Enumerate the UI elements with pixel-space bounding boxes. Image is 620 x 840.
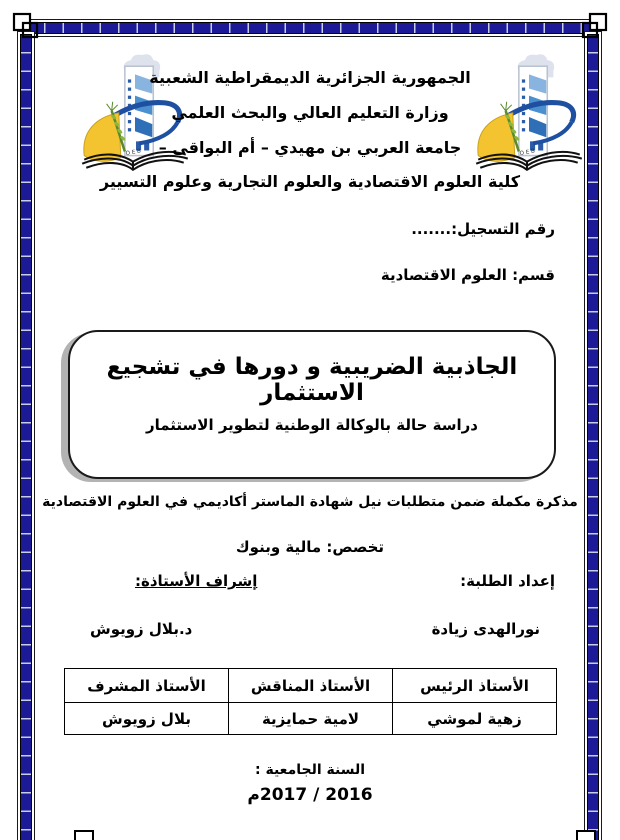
thesis-title: الجاذبية الضريبية و دورها في تشجيع الاستثمار	[106, 354, 518, 406]
border-left	[20, 34, 32, 840]
jury-examiner-name: لامية حمايزية	[229, 703, 393, 735]
department-line: قسم: العلوم الاقتصادية	[380, 266, 555, 284]
border-corner-top-left	[10, 10, 44, 44]
republic-line: الجمهورية الجزائرية الديمقراطية الشعبية	[149, 68, 471, 87]
jury-president-name: زهية لموشي	[393, 703, 557, 735]
thesis-title-box	[68, 330, 556, 479]
jury-value-row	[65, 703, 557, 735]
prepared-by-label: إعداد الطلبة:	[460, 572, 555, 590]
faculty-line: كلية العلوم الاقتصادية والعلوم التجارية وعلوم التسيير	[99, 172, 521, 191]
logo-oeb-text: O E B	[125, 148, 142, 158]
thesis-note: مذكرة مكملة ضمن متطلبات نيل شهادة الماستر أكاديمي في العلوم الاقتصادية	[42, 494, 578, 510]
specialty-line: تخصص: مالية وبنوك	[235, 538, 385, 556]
academic-year-label: السنة الجامعية :	[254, 762, 366, 778]
jury-supervisor-name: بلال زويوش	[65, 703, 229, 735]
border-top	[26, 22, 596, 34]
ministry-line: وزارة التعليم العالي والبحث العلمي	[171, 103, 449, 122]
jury-header-president: الأستاذ الرئيس	[393, 669, 557, 703]
border-corner-top-right	[576, 10, 610, 44]
jury-header-examiner: الأستاذ المناقش	[229, 669, 393, 703]
jury-header-row	[65, 669, 557, 703]
registration-number: رقم التسجيل:.......	[411, 220, 555, 238]
university-line: جامعة العربي بن مهيدي – أم البواقي –	[158, 138, 462, 157]
supervision-label: إشراف الأستاذة:	[135, 572, 258, 590]
student-name: نورالهدى زيادة	[431, 620, 540, 638]
thesis-subtitle: دراسة حالة بالوكالة الوطنية لتطوير الاستثمار	[145, 416, 478, 434]
jury-table	[64, 668, 557, 735]
border-corner-bottom-right	[576, 830, 596, 840]
logo-oeb-text-2: O E B	[519, 148, 536, 158]
academic-year-value: 2016 / 2017م	[247, 785, 373, 805]
jury-header-supervisor: الأستاذ المشرف	[65, 669, 229, 703]
supervisor-name: د.بلال زويوش	[90, 620, 193, 638]
border-corner-bottom-left	[74, 830, 94, 840]
